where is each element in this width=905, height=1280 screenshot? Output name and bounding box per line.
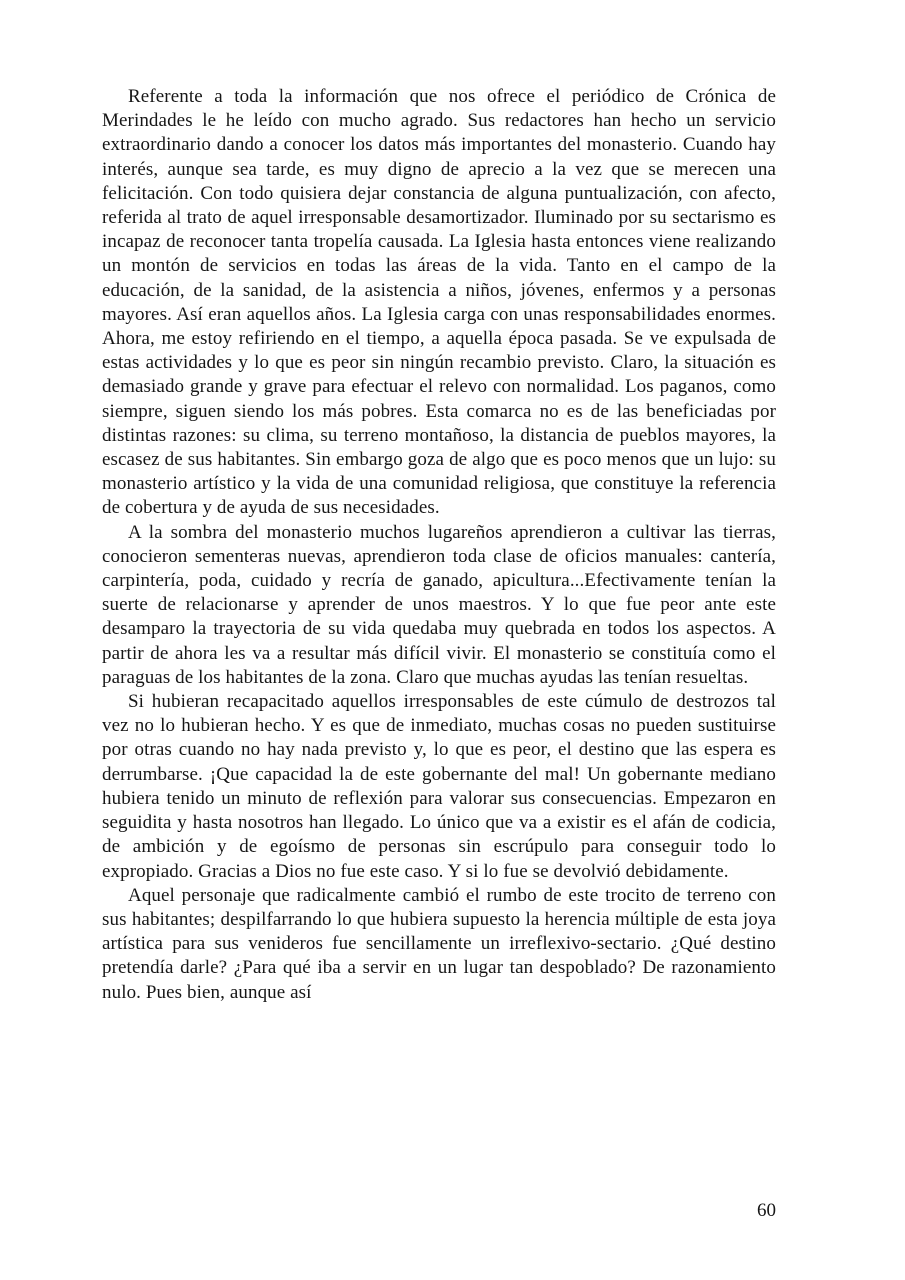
page-number: 60 bbox=[757, 1200, 776, 1221]
paragraph-4: Aquel personaje que radicalmente cambió el rumbo de este trocito de terreno con sus habitantes; despilfarrando lo que hubiera supuesto la herencia múltiple de esta joya artística para sus venideros fue sencillamente un irreflexivo-sectario. ¿Qué destino pretendía darle? ¿Para qué iba a servir en un lugar tan despoblado? De razonamiento nulo. Pues bien, aunque así bbox=[102, 884, 776, 1003]
paragraph-2: A la sombra del monasterio muchos lugareños aprendieron a cultivar las tierras, conocieron sementeras nuevas, aprendieron toda clase de oficios manuales: cantería, carpintería, poda, cuidado y recría de ganado, apicultura...Efectivamente tenían la suerte de relacionarse y aprender de unos maestros. Y lo que fue peor ante este desamparo la trayectoria de su vida quedaba muy quebrada en todos los aspectos. A partir de ahora les va a resultar más difícil vivir. El monasterio se constituía como el paraguas de los habitantes de la zona. Claro que muchas ayudas las tenían resueltas. bbox=[102, 521, 776, 688]
paragraph-3: Si hubieran recapacitado aquellos irresponsables de este cúmulo de destrozos tal vez no lo hubieran hecho. Y es que de inmediato, muchas cosas no pueden sustituirse por otras cuando no hay nada previsto y, lo que es peor, el destino que las espera es derrumbarse. ¡Que capacidad la de este gobernante del mal! Un gobernante mediano hubiera tenido un minuto de reflexión para valorar sus consecuencias. Empezaron en seguidita y hasta nosotros han llegado. Lo único que va a existir es el afán de codicia, de ambición y de egoísmo de personas sin escrúpulo para conseguir todo lo expropiado. Gracias a Dios no fue este caso. Y si lo fue se devolvió debidamente. bbox=[102, 691, 776, 882]
body-text bbox=[102, 85, 776, 1005]
paragraph-1: Referente a toda la información que nos ofrece el periódico de Crónica de Merindades le he leído con mucho agrado. Sus redactores han hecho un servicio extraordinario dando a conocer los datos más importantes del monasterio. Cuando hay interés, aunque sea tarde, es muy digno de aprecio a la vez que se merecen una felicitación. Con todo quisiera dejar constancia de alguna puntualización, con afecto, referida al trato de aquel irresponsable desamortizador. Iluminado por su sectarismo es incapaz de reconocer tanta tropelía causada. La Iglesia hasta entonces viene realizando un montón de servicios en todas las áreas de la vida. Tanto en el campo de la educación, de la sanidad, de la asistencia a niños, jóvenes, enfermos y a personas mayores. Así eran aquellos años. La Iglesia carga con unas responsabilidades enormes. Ahora, me estoy refiriendo en el tiempo, a aquella época pasada. Se ve expulsada de estas actividades y lo que es peor sin ningún recambio previsto. Claro, la situación es demasiado grande y grave para efectuar el relevo con normalidad. Los paganos, como siempre, siguen siendo los más pobres. Esta comarca no es de las beneficiadas por distintas razones: su clima, su terreno montañoso, la distancia de pueblos mayores, la escasez de sus habitantes. Sin embargo goza de algo que es poco menos que un lujo: su monasterio artístico y la vida de una comunidad religiosa, que constituye la referencia de cobertura y de ayuda de sus necesidades. bbox=[102, 86, 776, 519]
